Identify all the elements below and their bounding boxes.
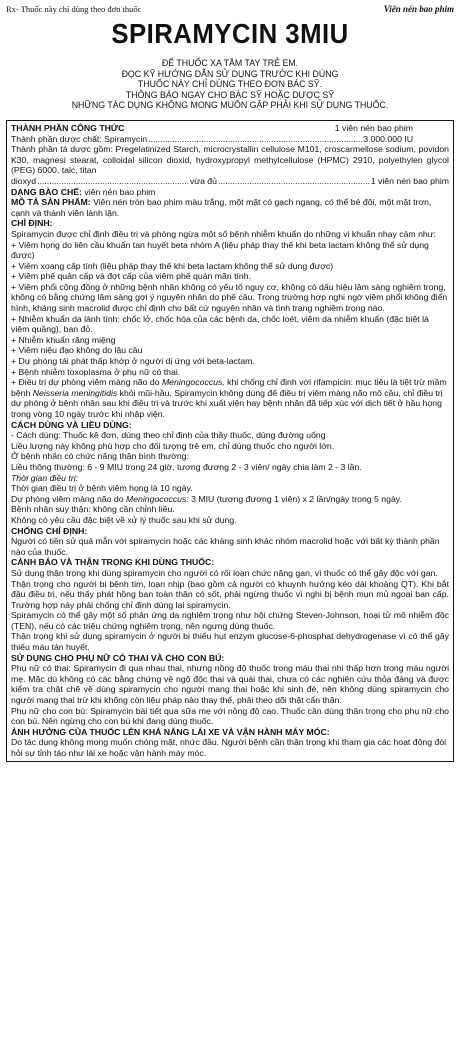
contraindications-heading: CHỐNG CHỈ ĐỊNH: <box>11 525 88 536</box>
composition-heading-row <box>11 123 449 134</box>
indication-item: + Nhiễm khuẩn da lành tính: chốc lở, chốc hóa của các bệnh da, chốc loét, viêm da nhiễm khuẩn (đặc biệt là viêm quầng), ban đỏ. <box>11 313 429 335</box>
warning-line: ĐỌC KỸ HƯỚNG DẪN SỬ DỤNG TRƯỚC KHI DÙNG <box>121 68 339 79</box>
text-run: 3 MIU (tương đương 1 viên) x 2 lần/ngày trong 5 ngày. <box>188 493 402 504</box>
indication-item: + Dự phòng tái phát thấp khớp ở người dị ứng với beta-lactam. <box>11 356 255 367</box>
active-label: Thành phần dược chất: Spiramycin <box>11 133 148 144</box>
dosage-form-label: Viên nén bao phim <box>383 4 454 14</box>
dosage-duration: Thời gian điều trị ở bệnh viêm họng là 10 ngày. <box>11 483 193 494</box>
dosage-note: Liều lượng này không phù hợp cho đối tượng trẻ em, chỉ dùng thuốc cho người lớn. <box>11 440 335 451</box>
text-run: + Điều trị dự phòng viêm màng não do <box>11 377 162 388</box>
dosage-form-value: viên nén bao phim <box>84 186 156 197</box>
excipients-text: Thành phần tá dược gồm: Pregelatinized Starch, microcrystallin cellulose M101, croscarmellose sodium, povidon K30, magnesi stearat, colloidal silicon dioxid, hydroxypropyl methylcellulose (HPMC) 2910, polyethylen glycol (PEG) 6000, talc, titan <box>11 144 449 176</box>
indication-item: + Viêm họng do liên cầu khuẩn tan huyết beta nhóm A (liệu pháp thay thế khi beta lactam không thể sử dụng được) <box>11 239 429 261</box>
dosage-heading: CÁCH DÙNG VÀ LIỀU DÙNG: <box>11 419 132 430</box>
description-row <box>11 197 449 218</box>
indication-item-meningitis <box>11 377 449 419</box>
indication-item: + Viêm phổi cộng đồng ở những bệnh nhân không có yếu tố nguy cơ, không có dấu hiệu lâm sàng nghiêm trọng, không có bằng chứng lâm sàng gợi ý nguyên nhân do phế cầu. Trong trường hợp nghi ngờ viêm phổi không điển hình, kháng sinh macrolid được chỉ định cho bất cứ nguyên nhân và tình trạng nghiêm trọng nào. <box>11 281 448 314</box>
precautions-paragraph: Thận trọng cho người bị bệnh tim, loạn nhịp (bao gồm cả người có khuynh hướng kéo dài khoảng QT). Khi bắt đầu điều trị, nếu thấy phát hồng ban toàn thân có sốt, phải ngừng thuốc vì nghi bị bệnh mụn mủ ngoại ban cấp. Trường hợp này phải chống chỉ định dùng lại spiramycin. <box>11 578 449 610</box>
active-ingredient-row <box>11 134 449 145</box>
pregnancy-heading: SỬ DỤNG CHO PHỤ NỮ CÓ THAI VÀ CHO CON BÚ: <box>11 652 225 663</box>
top-bar <box>6 4 454 14</box>
contraindications-text: Người có tiền sử quá mẫn với spiramycin hoặc các kháng sinh khác nhóm macrolid hoặc với bất kỳ thành phần nào của thuốc. <box>11 536 440 557</box>
dosage-normal-kidney: Ở bệnh nhân có chức năng thận bình thường: <box>11 451 189 462</box>
warning-block <box>6 58 454 111</box>
leaflet-body <box>6 120 454 762</box>
description-text: Viên nén tròn bao phim màu trắng, một mặt có gạch ngang, có thể bẻ đôi, một mặt trơn, cạnh và thành viên lành lặn. <box>11 197 432 218</box>
indication-item: + Viêm niệu đạo không do lậu cầu <box>11 345 143 356</box>
driving-text: Do tác dụng không mong muốn chóng mặt, nhức đầu. Người bệnh cần thận trọng khi tham gia các hoạt động đòi hỏi sự tỉnh táo như lái xe hoặc vận hành máy móc. <box>11 737 447 758</box>
dosage-form-row <box>11 187 449 198</box>
indication-item: + Bệnh nhiễm toxoplasma ở phụ nữ có thai. <box>11 366 181 377</box>
leader-dots <box>148 134 362 145</box>
dosage-renal: Bệnh nhân suy thận: không cần chỉnh liều. <box>11 504 175 515</box>
dosage-duration-label: Thời gian điều trị: <box>11 472 79 483</box>
dosage-usual: Liều thông thường: 6 - 9 MIU trong 24 giờ, tương đương 2 - 3 viên/ ngày chia làm 2 - 3 lần. <box>11 461 362 472</box>
indications-intro: Spiramycin được chỉ định điều trị và phòng ngừa một số bệnh nhiễm khuẩn do những vi khuẩn nhạy cảm như: <box>11 228 436 239</box>
precautions-paragraph: Sử dụng thận trọng khi dùng spiramycin cho người có rối loạn chức năng gan, vì thuốc có thể gây độc với gan. <box>11 567 438 578</box>
rx-notice: Rx- Thuốc này chỉ dùng theo đơn thuốc <box>6 4 142 14</box>
driving-heading: ẢNH HƯỞNG CỦA THUỐC LÊN KHẢ NĂNG LÁI XE VÀ VẬN HÀNH MÁY MÓC: <box>11 726 330 737</box>
warning-line: THUỐC NÀY CHỈ DÙNG THEO ĐƠN BÁC SỸ. <box>137 79 323 90</box>
pregnancy-paragraph: Phụ nữ có thai: Spiramycin đi qua nhau thai, nhưng nồng độ thuốc trong máu thai nhi thấp hơn trong máu người mẹ. Mặc dù không có các bằng chứng về ngộ độc thai và quái thai, chưa có các nghiên cứu thỏa đáng và được kiểm tra chặt chẽ về dùng spiramycin cho người mang thai hoặc khi sinh đẻ, nên không dùng spiramycin cho người mang thai trừ khi không còn liệu pháp nào thay thế, phải theo dõi thật cẩn thận. <box>11 663 449 706</box>
excipients-last-right: 1 viên nén bao phim <box>370 175 450 186</box>
precautions-paragraph: Thận trọng khi sử dụng spiramycin ở người bị thiếu hụt enzym glucose-6-phosphat dehydrogenase vì có thể gây thiếu máu tán huyết. <box>11 631 449 653</box>
precautions-heading: CẢNH BÁO VÀ THẬN TRỌNG KHI DÙNG THUỐC: <box>11 557 215 568</box>
leader-dots <box>37 176 189 187</box>
pregnancy-paragraph: Phụ nữ cho con bú: Spiramycin bài tiết qua sữa mẹ với nồng độ cao. Thuốc cần dùng thận trọng cho phụ nữ cho con bú. Nên ngừng cho con bú khi đang dùng thuốc. <box>11 705 449 727</box>
text-run: Dự phòng viêm màng não do <box>11 493 126 504</box>
warning-line: ĐỂ THUỐC XA TẦM TAY TRẺ EM. <box>161 58 299 68</box>
product-title: SPIRAMYCIN 3MIU <box>111 18 349 49</box>
excipients-last-row <box>11 176 449 187</box>
dosage-disposal: Không có yêu cầu đặc biệt về xử lý thuốc sau khi sử dụng. <box>11 514 237 525</box>
indication-item: + Nhiễm khuẩn răng miệng <box>11 334 116 345</box>
dosage-form-heading: DẠNG BÀO CHẾ: <box>11 186 82 197</box>
composition-unit: 1 viên nén bao phim <box>334 122 413 133</box>
composition-heading: THÀNH PHẦN CÔNG THỨC <box>11 122 125 133</box>
text-run-italic: Meningococcus: <box>125 493 189 504</box>
text-run-italic: Meningococcus, <box>161 377 225 388</box>
dosage-method: - Cách dùng: Thuốc kê đơn, dùng theo chỉ định của thầy thuốc, dùng đường uống <box>11 430 326 441</box>
active-value: 3.000.000 IU <box>363 133 413 144</box>
indication-item: + Viêm xoang cấp tính (liệu pháp thay thế khi beta lactam không thể sử dụng được) <box>11 260 334 271</box>
warning-line: THÔNG BÁO NGAY CHO BÁC SỸ HOẶC DƯỢC SỸ <box>125 89 335 100</box>
excipients-last-mid: vừa đủ <box>189 175 217 186</box>
description-heading: MÔ TẢ SẢN PHẨM: <box>11 197 91 208</box>
indication-item: + Viêm phế quản cấp và đợt cấp của viêm phế quản mãn tính. <box>11 271 252 282</box>
warning-line: NHỮNG TÁC DỤNG KHÔNG MONG MUỐN GẶP PHẢI KHI SỬ DỤNG THUỐC. <box>71 100 389 111</box>
excipients-last-left: dioxyd <box>11 175 37 186</box>
leader-dots <box>218 176 370 187</box>
text-run: khỏi mũi-hầu. Spiramycin không dùng để điều trị viêm màng não mô cầu, chỉ điều trị dự phòng ở bệnh nhân sau khi điều trị và trước khi xuất viện hay bệnh nhân đã tiếp xúc với dịch tiết ở hầu họng trong vòng 10 ngày trước khi nhập viện. <box>11 387 443 419</box>
text-run-italic: Neisseria meningitidis <box>32 387 118 398</box>
indications-heading: CHỈ ĐỊNH: <box>11 218 53 229</box>
text-run: khi chống chỉ định với rifampicin: mục tiêu là tiệt trừ mầm bệnh <box>11 377 447 398</box>
precautions-paragraph: Spiramycin có thể gây một số phản ứng da nghiêm trọng như hội chứng Steven-Johnson, hoại tử mô nhiễm độc (TEN), nếu có các triệu chứng nghiêm trọng, nên ngưng dùng thuốc. <box>11 610 449 631</box>
dosage-meningitis <box>11 494 449 505</box>
